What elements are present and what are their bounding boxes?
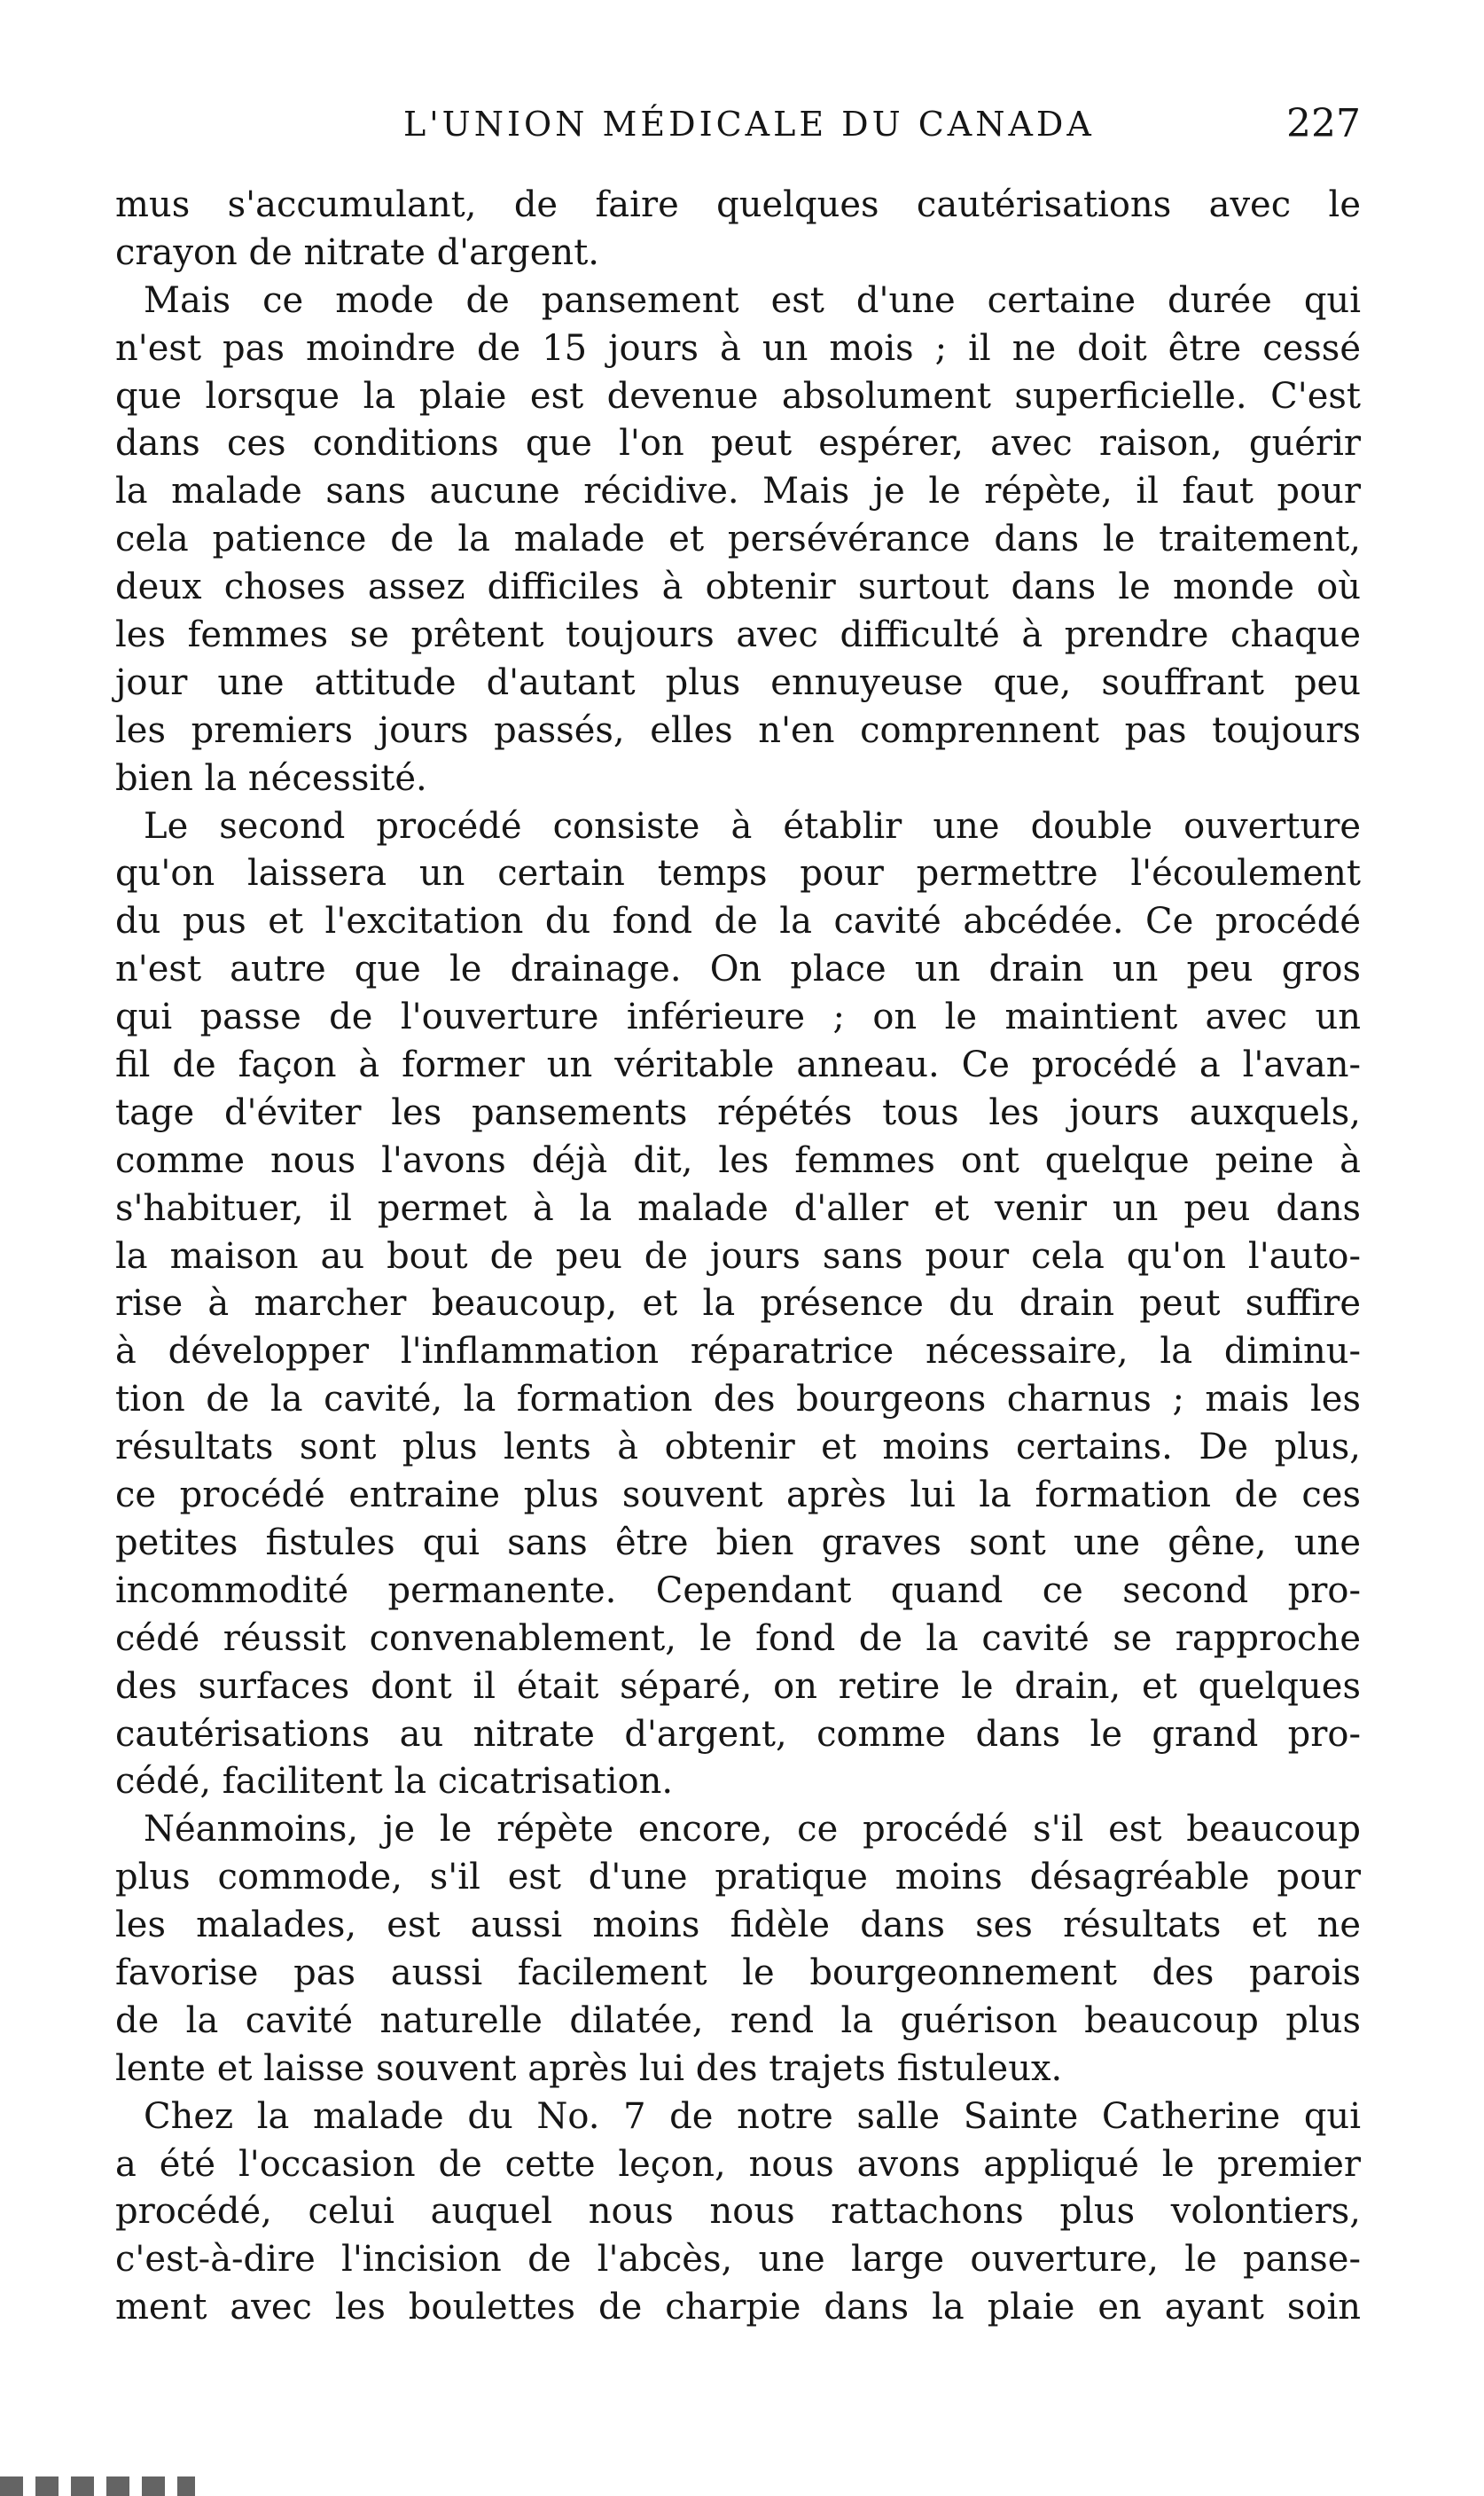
text-line: mus s'accumulant, de faire quelques cautérisations avec le bbox=[115, 184, 1361, 225]
text-line: plus commode, s'il est d'une pratique moins désagréable pour bbox=[115, 1857, 1361, 1898]
text-line: Mais ce mode de pansement est d'une certaine durée qui bbox=[144, 279, 1361, 321]
text-line: crayon de nitrate d'argent. bbox=[115, 231, 599, 273]
text-line: procédé, celui auquel nous nous rattachons plus volontiers, bbox=[115, 2191, 1361, 2233]
text-line: tage d'éviter les pansements répétés tous les jours auxquels, bbox=[115, 1092, 1361, 1133]
scan-edge-artifact bbox=[0, 2476, 195, 2496]
journal-title: L'UNION MÉDICALE DU CANADA bbox=[403, 105, 1095, 144]
text-line: que lorsque la plaie est devenue absolument superficielle. C'est bbox=[115, 375, 1361, 417]
text-line: les femmes se prêtent toujours avec difficulté à prendre chaque bbox=[115, 614, 1361, 656]
text-line: incommodité permanente. Cependant quand ce second pro- bbox=[115, 1569, 1361, 1611]
text-line: la malade sans aucune récidive. Mais je le répète, il faut pour bbox=[115, 471, 1361, 513]
text-line: des surfaces dont il était séparé, on retire le drain, et quelques bbox=[115, 1665, 1361, 1707]
text-line: s'habituer, il permet à la malade d'aller et venir un peu dans bbox=[115, 1187, 1361, 1229]
text-line: bien la nécessité. bbox=[115, 757, 427, 799]
text-line: favorise pas aussi facilement le bourgeonnement des parois bbox=[115, 1952, 1361, 1993]
text-line: la maison au bout de peu de jours sans pour cela qu'on l'auto- bbox=[115, 1235, 1361, 1277]
text-line: qui passe de l'ouverture inférieure ; on le maintient avec un bbox=[115, 997, 1361, 1038]
text-line: ment avec les boulettes de charpie dans la plaie en ayant soin bbox=[115, 2287, 1361, 2328]
text-line: Chez la malade du No. 7 de notre salle Sainte Catherine qui bbox=[144, 2095, 1361, 2137]
text-line: c'est-à-dire l'incision de l'abcès, une large ouverture, le panse- bbox=[115, 2239, 1361, 2281]
text-line: lente et laisse souvent après lui des trajets fistuleux. bbox=[115, 2047, 1063, 2089]
text-line: comme nous l'avons déjà dit, les femmes ont quelque peine à bbox=[115, 1139, 1361, 1181]
text-line: à développer l'inflammation réparatrice nécessaire, la diminu- bbox=[115, 1331, 1361, 1373]
text-line: jour une attitude d'autant plus ennuyeuse que, souffrant peu bbox=[115, 661, 1361, 703]
text-line: petites fistules qui sans être bien graves sont une gêne, une bbox=[115, 1522, 1361, 1563]
text-line: tion de la cavité, la formation des bourgeons charnus ; mais les bbox=[115, 1379, 1361, 1420]
text-line: ce procédé entraine plus souvent après lui la formation de ces bbox=[115, 1475, 1361, 1516]
text-line: Le second procédé consiste à établir une double ouverture bbox=[144, 805, 1361, 847]
text-line: dans ces conditions que l'on peut espérer, avec raison, guérir bbox=[115, 423, 1361, 465]
text-line: qu'on laissera un certain temps pour permettre l'écoulement bbox=[115, 853, 1361, 895]
text-line: cautérisations au nitrate d'argent, comme dans le grand pro- bbox=[115, 1713, 1361, 1755]
page-number: 227 bbox=[1286, 101, 1361, 146]
body-text bbox=[115, 182, 1361, 2332]
text-line: Néanmoins, je le répète encore, ce procédé s'il est beaucoup bbox=[144, 1809, 1361, 1850]
text-line: n'est pas moindre de 15 jours à un mois ; il ne doit être cessé bbox=[115, 327, 1361, 369]
running-header bbox=[115, 98, 1361, 151]
text-line: fil de façon à former un véritable anneau. Ce procédé a l'avan- bbox=[115, 1045, 1361, 1086]
text-line: a été l'occasion de cette leçon, nous avons appliqué le premier bbox=[115, 2143, 1361, 2185]
text-line: cédé réussit convenablement, le fond de la cavité se rapproche bbox=[115, 1617, 1361, 1659]
text-line: du pus et l'excitation du fond de la cavité abcédée. Ce procédé bbox=[115, 901, 1361, 943]
text-line: deux choses assez difficiles à obtenir surtout dans le monde où bbox=[115, 567, 1361, 608]
text-line: cédé, facilitent la cicatrisation. bbox=[115, 1761, 674, 1803]
text-line: de la cavité naturelle dilatée, rend la guérison beaucoup plus bbox=[115, 1999, 1361, 2041]
text-line: les premiers jours passés, elles n'en comprennent pas toujours bbox=[115, 709, 1361, 751]
text-line: n'est autre que le drainage. On place un drain un peu gros bbox=[115, 949, 1361, 990]
text-line: résultats sont plus lents à obtenir et moins certains. De plus, bbox=[115, 1427, 1361, 1468]
text-line: rise à marcher beaucoup, et la présence du drain peut suffire bbox=[115, 1283, 1361, 1325]
text-line: cela patience de la malade et persévérance dans le traitement, bbox=[115, 519, 1361, 560]
text-line: les malades, est aussi moins fidèle dans ses résultats et ne bbox=[115, 1905, 1361, 1946]
